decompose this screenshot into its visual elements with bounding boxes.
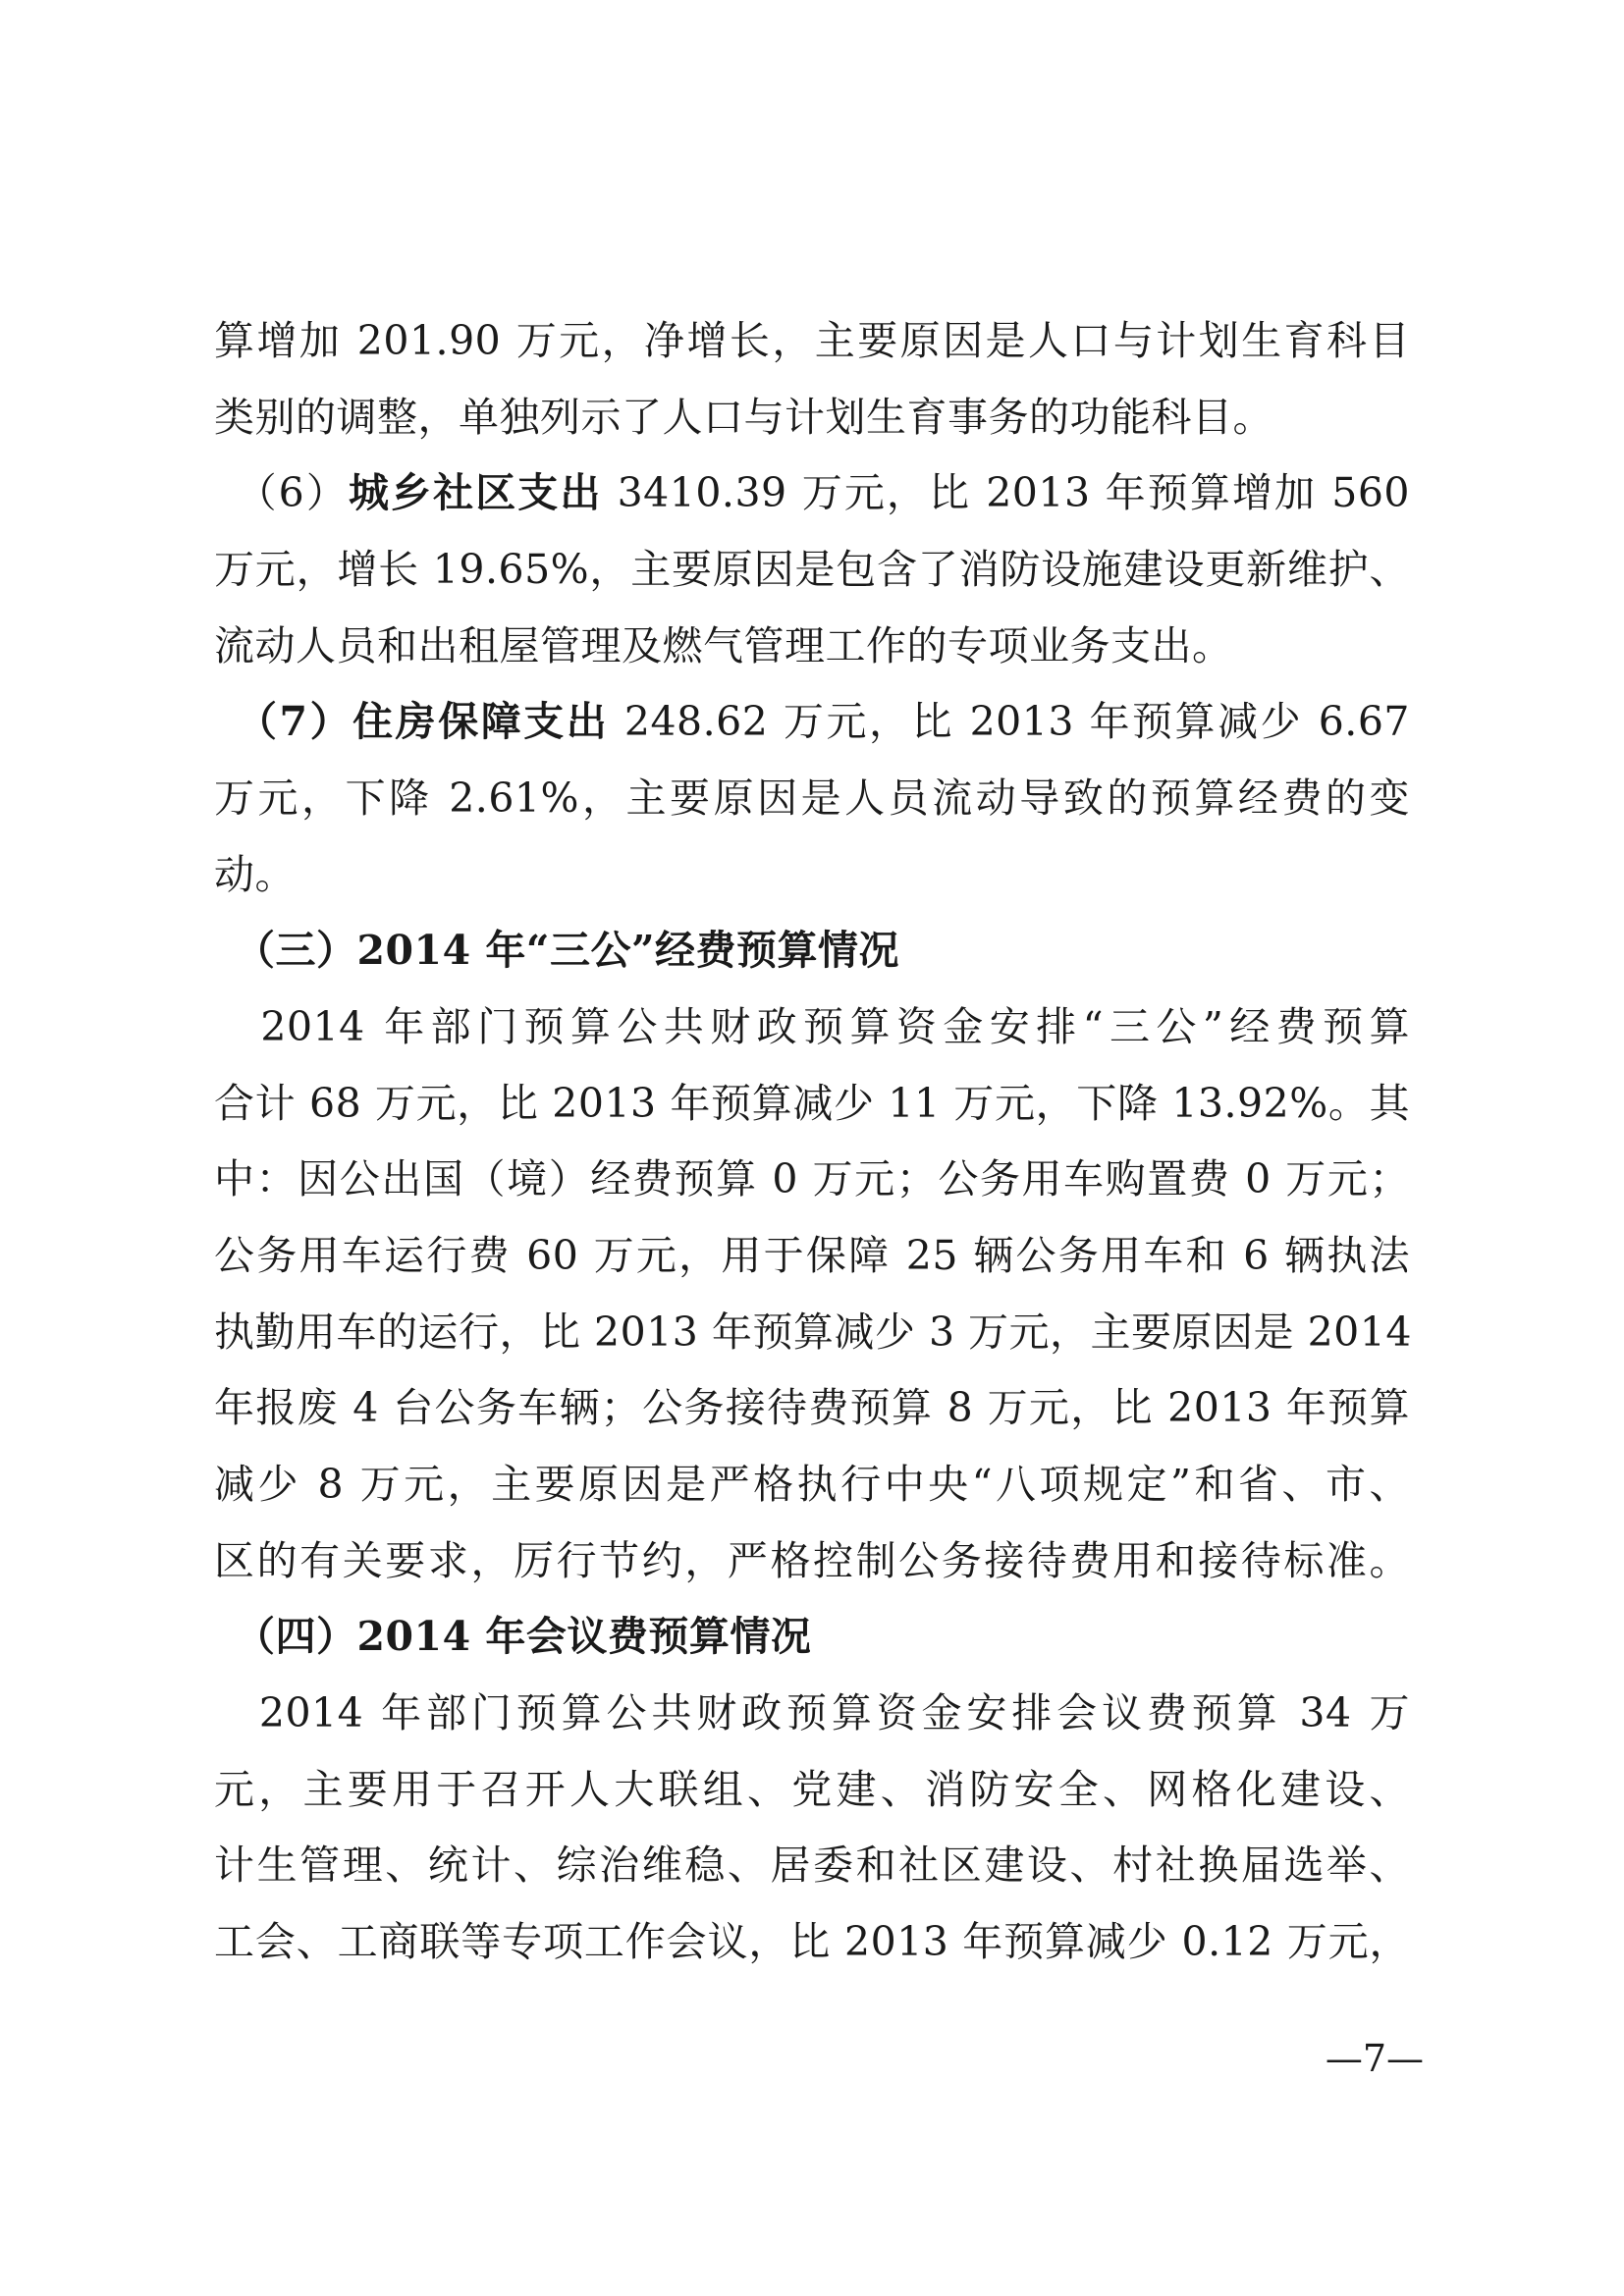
text-line-14: 执勤用车的运行，比 2013 年预算减少 3 万元，主要原因是 2014 (214, 1308, 1412, 1356)
text-line-13: 公务用车运行费 60 万元，用于保障 25 辆公务用车和 6 辆执法 (214, 1232, 1410, 1279)
text-line-17: 区的有关要求，厉行节约，严格控制公务接待费用和接待标准。 (214, 1537, 1410, 1584)
text-line-16: 减少 8 万元，主要原因是严格执行中央“八项规定”和省、市、 (214, 1461, 1410, 1508)
text-line-15: 年报废 4 台公务车辆；公务接待费预算 8 万元，比 2013 年预算 (214, 1384, 1410, 1431)
text-line-6: （7）住房保障支出 248.62 万元，比 2013 年预算减少 6.67 (256, 698, 1410, 745)
text-line-4: 万元，增长 19.65%，主要原因是包含了消防设施建设更新维护、 (214, 546, 1410, 593)
page-number: —7— (1325, 2037, 1424, 2080)
section-heading-three-public: （三）2014 年“三公”经费预算情况 (214, 927, 900, 974)
text-line-2: 类别的调整，单独列示了人口与计划生育事务的功能科目。 (214, 394, 1273, 441)
bold-heading-urban-rural: 城乡社区支出 (348, 469, 603, 516)
text-line-21: 计生管理、统计、综治维稳、居委和社区建设、村社换届选举、 (214, 1842, 1410, 1889)
text-line-1: 算增加 201.90 万元，净增长，主要原因是人口与计划生育科目 (214, 317, 1410, 364)
text-line-7: 万元，下降 2.61%，主要原因是人员流动导致的预算经费的变 (214, 774, 1410, 822)
text-line-12: 中：因公出国（境）经费预算 0 万元；公务用车购置费 0 万元； (214, 1155, 1410, 1202)
text-line-8: 动。 (214, 851, 296, 898)
text-line-10: 2014 年部门预算公共财政预算资金安排“三公”经费预算 (214, 1003, 1410, 1050)
text-line-19: 2014 年部门预算公共财政预算资金安排会议费预算 34 万 (214, 1689, 1410, 1736)
section-heading-meeting-fees: （四）2014 年会议费预算情况 (214, 1613, 812, 1660)
text-line-20: 元，主要用于召开人大联组、党建、消防安全、网格化建设、 (214, 1766, 1410, 1813)
text-line-11: 合计 68 万元，比 2013 年预算减少 11 万元，下降 13.92%。其 (214, 1080, 1410, 1127)
bold-heading-housing: （7）住房保障支出 (256, 698, 610, 745)
text-line-22: 工会、工商联等专项工作会议，比 2013 年预算减少 0.12 万元， (214, 1918, 1410, 1965)
text-line-5: 流动人员和出租屋管理及燃气管理工作的专项业务支出。 (214, 622, 1233, 669)
text-line-3: （6）城乡社区支出 3410.39 万元，比 2013 年预算增加 560 (214, 469, 1410, 516)
